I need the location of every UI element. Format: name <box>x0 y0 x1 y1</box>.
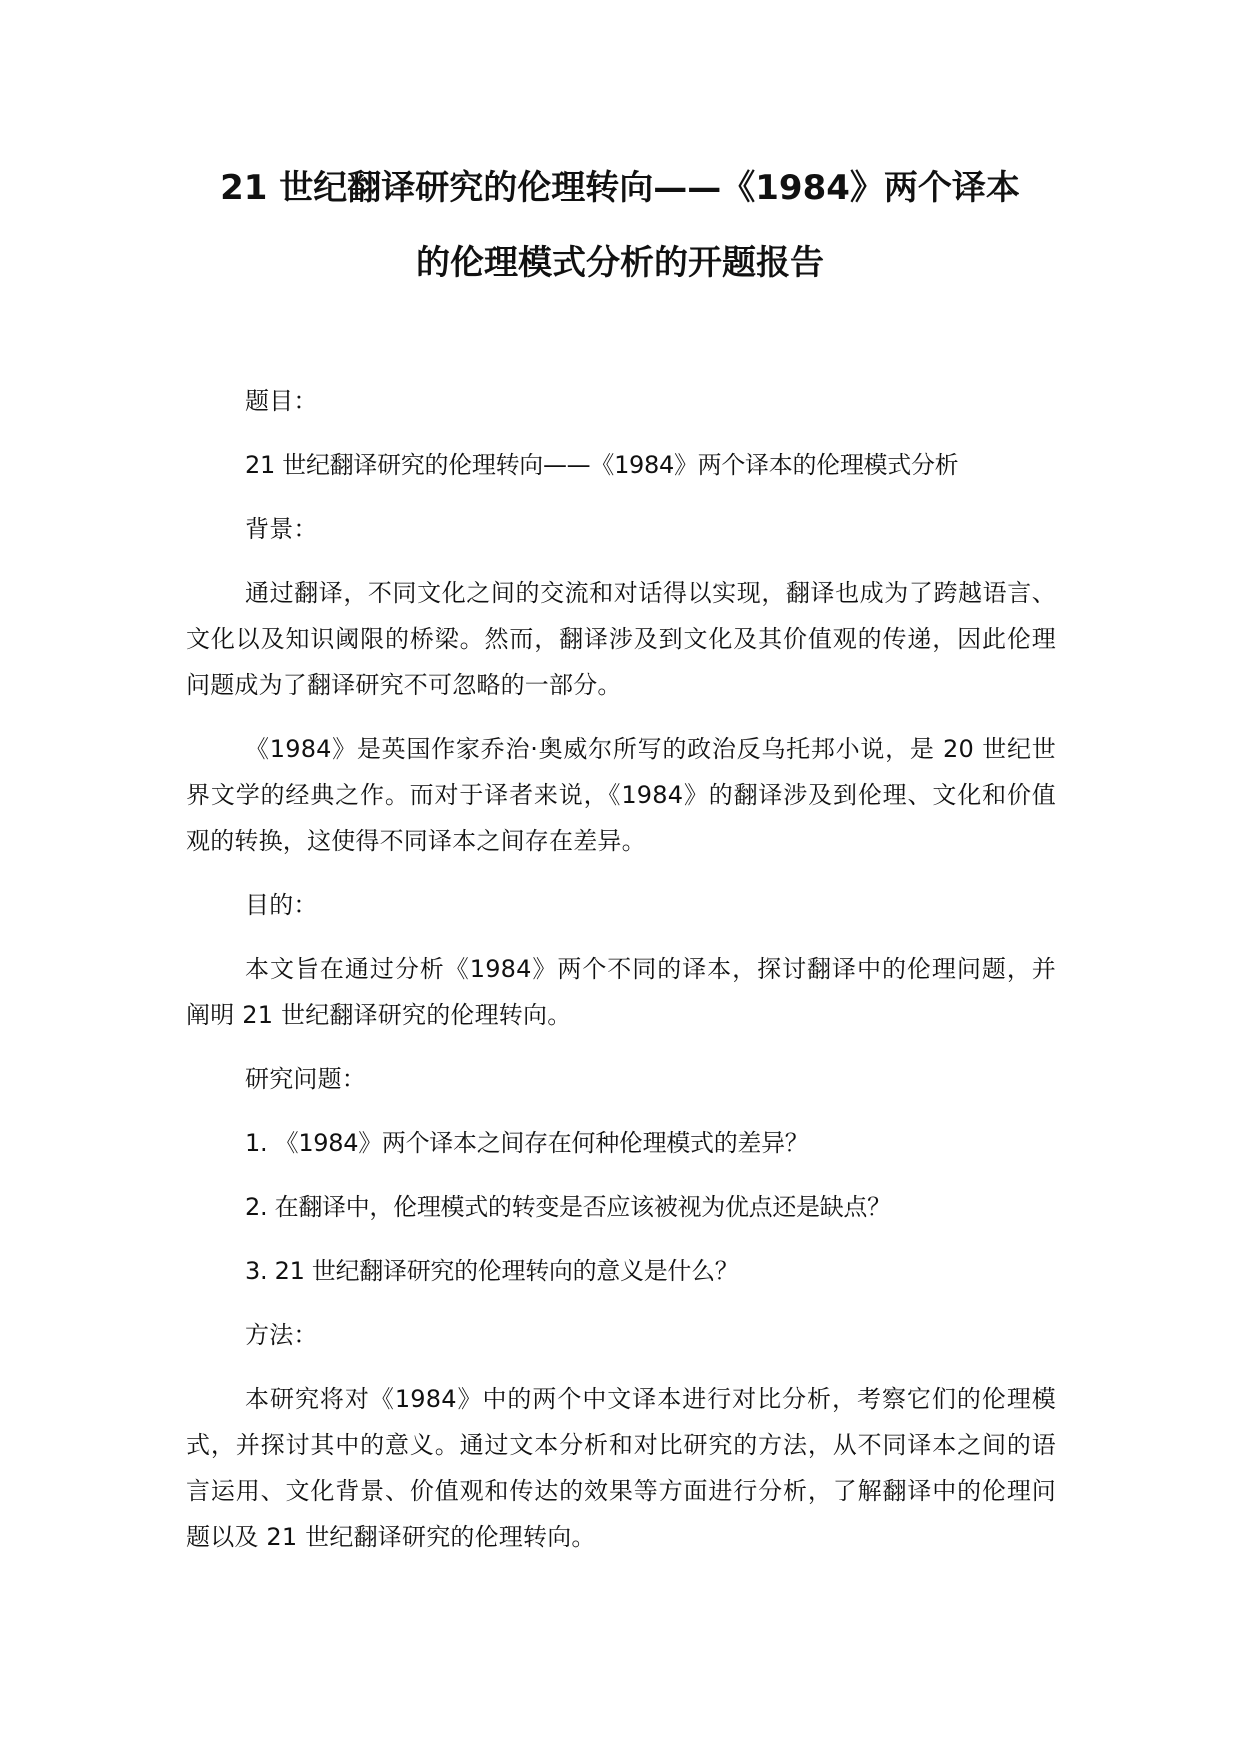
questions-heading: 研究问题： <box>245 1065 366 1093</box>
document-title <box>150 168 1090 283</box>
title-line-2: 的伦理模式分析的开题报告 <box>416 243 824 283</box>
background-paragraph-1: 通过翻译，不同文化之间的交流和对话得以实现，翻译也成为了跨越语言、文化以及知识阈限的桥梁。然而，翻译涉及到文化及其价值观的传递，因此伦理问题成为了翻译研究不可忽略的一部分。 <box>186 579 1056 699</box>
purpose-text: 本文旨在通过分析《1984》两个不同的译本，探讨翻译中的伦理问题，并阐明 21 世纪翻译研究的伦理转向。 <box>186 955 1056 1029</box>
document-body <box>186 378 1056 1578</box>
title-line-1: 21 世纪翻译研究的伦理转向——《1984》两个译本 <box>220 168 1020 208</box>
topic-heading: 题目： <box>245 387 318 415</box>
purpose-heading: 目的： <box>245 891 318 919</box>
question-item-3: 3. 21 世纪翻译研究的伦理转向的意义是什么？ <box>245 1257 739 1285</box>
method-text: 本研究将对《1984》中的两个中文译本进行对比分析，考察它们的伦理模式，并探讨其中的意义。通过文本分析和对比研究的方法，从不同译本之间的语言运用、文化背景、价值观和传达的效果等方面进行分析，了解翻译中的伦理问题以及 21 世纪翻译研究的伦理转向。 <box>186 1385 1056 1551</box>
topic-text: 21 世纪翻译研究的伦理转向——《1984》两个译本的伦理模式分析 <box>245 451 959 479</box>
background-heading: 背景： <box>245 515 318 543</box>
background-paragraph-2: 《1984》是英国作家乔治·奥威尔所写的政治反乌托邦小说，是 20 世纪世界文学的经典之作。而对于译者来说，《1984》的翻译涉及到伦理、文化和价值观的转换，这使得不同译本之间存在差异。 <box>186 735 1056 855</box>
question-item-2: 2. 在翻译中，伦理模式的转变是否应该被视为优点还是缺点？ <box>245 1193 891 1221</box>
method-heading: 方法： <box>245 1321 318 1349</box>
question-item-1: 1. 《1984》两个译本之间存在何种伦理模式的差异？ <box>245 1129 809 1157</box>
